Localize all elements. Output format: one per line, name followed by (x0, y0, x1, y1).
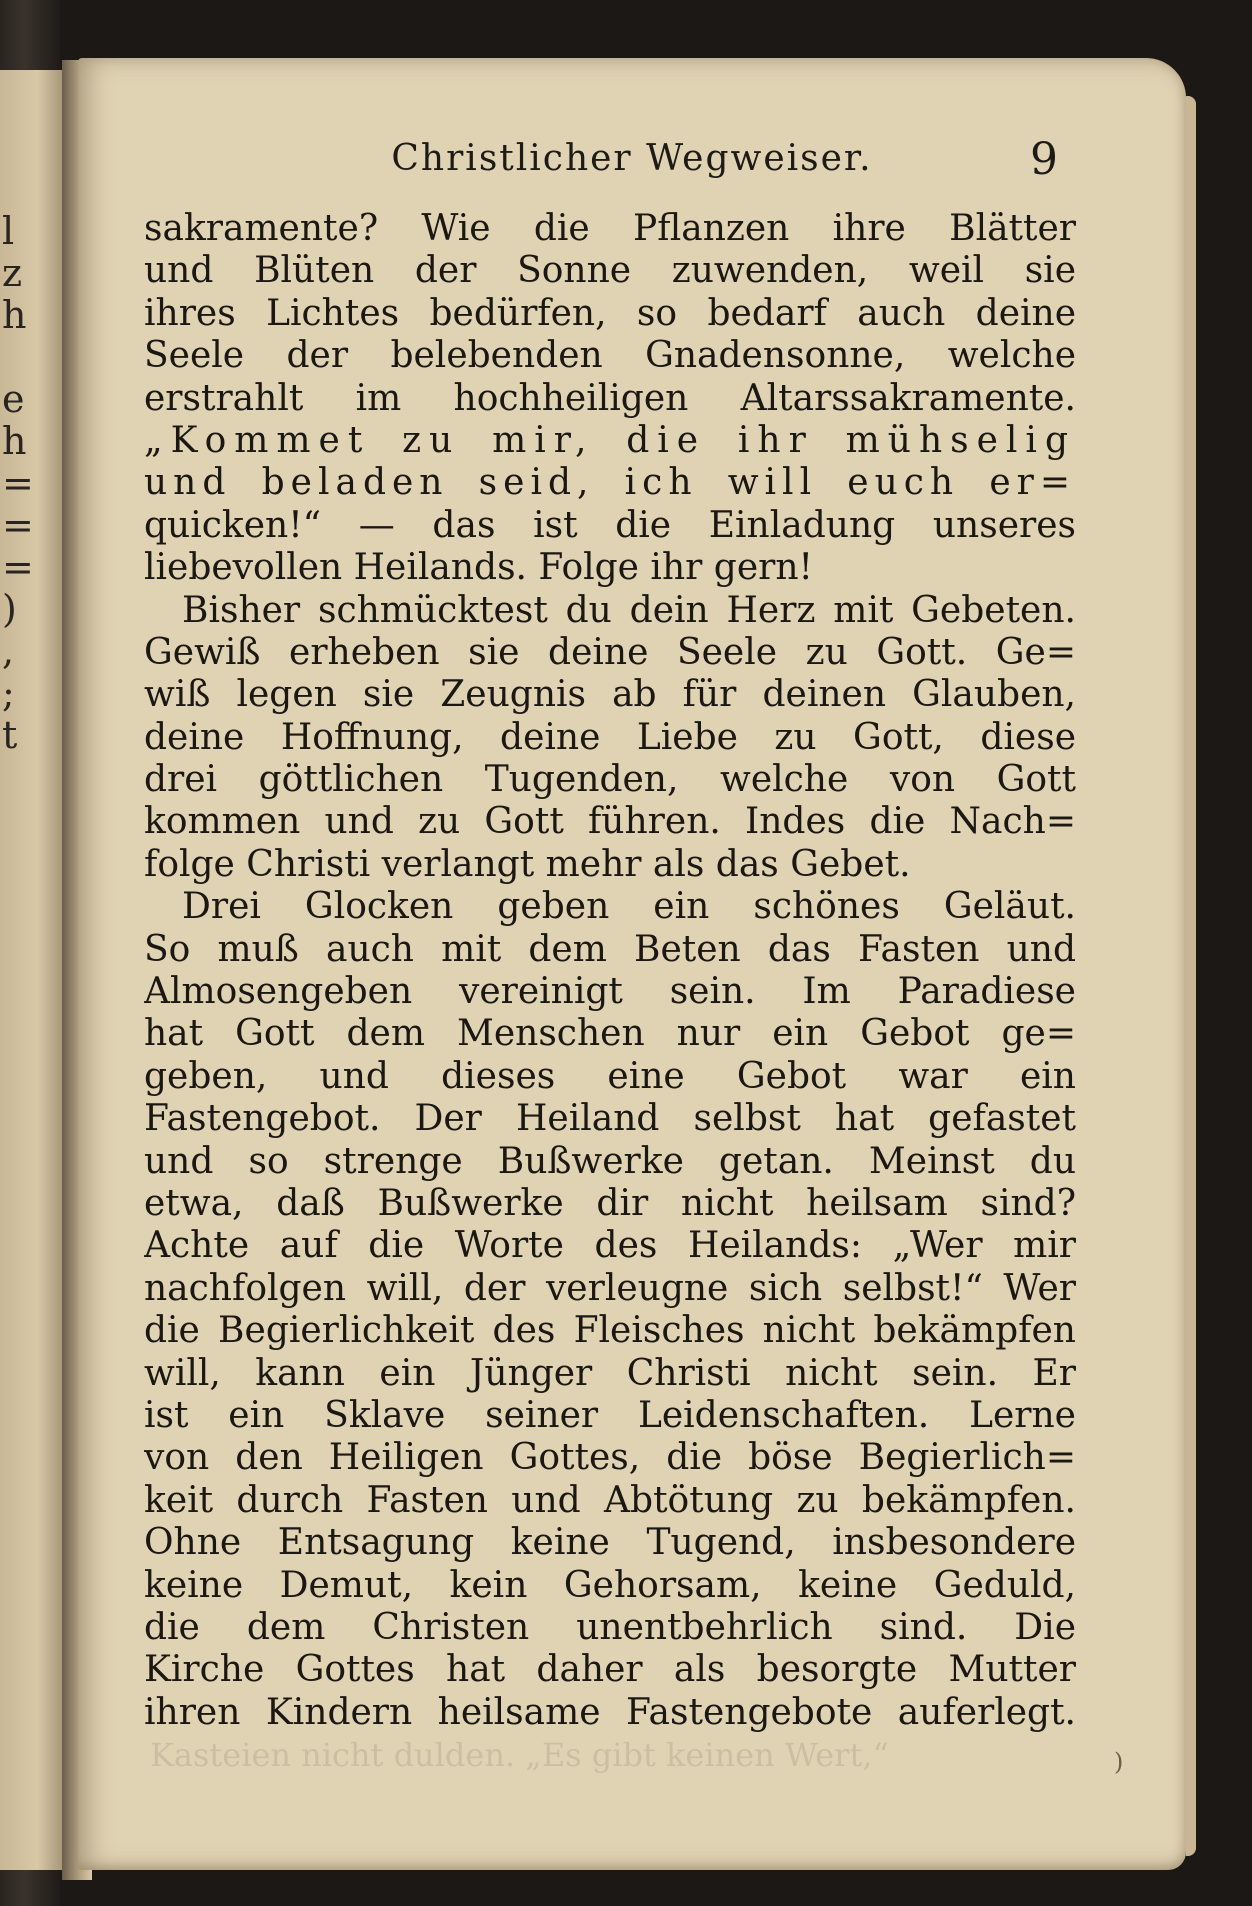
text-line: kommen und zu Gott führen. Indes die Nach= (144, 801, 1076, 843)
previous-page-fragments: l z h e h = = = ) , ; t (2, 209, 34, 757)
text-line: und Blüten der Sonne zuwenden, weil sie (144, 250, 1076, 292)
text-line: Seele der belebenden Gnadensonne, welche (144, 335, 1076, 377)
text-line: etwa, daß Bußwerke dir nicht heilsam sind? (144, 1182, 1076, 1224)
text-line: Ohne Entsagung keine Tugend, insbesondere (144, 1522, 1076, 1564)
body-text (144, 208, 1076, 1734)
page-edge (1186, 96, 1196, 1856)
text-line: Bisher schmücktest du dein Herz mit Gebeten. (182, 589, 1076, 631)
text-line: „Kommet zu mir, die ihr mühselig (144, 419, 1076, 461)
text-line: die dem Christen unentbehrlich sind. Die (144, 1606, 1076, 1648)
text-line: und so strenge Bußwerke getan. Meinst du (144, 1140, 1076, 1182)
text-line: folge Christi verlangt mehr als das Gebet. (144, 843, 911, 885)
text-line: sakramente? Wie die Pflanzen ihre Blätter (144, 208, 1076, 249)
text-line: keit durch Fasten und Abtötung zu bekämpfen. (144, 1479, 1076, 1521)
text-line: Kirche Gottes hat daher als besorgte Mutter (144, 1649, 1076, 1691)
text-line: wiß legen sie Zeugnis ab für deinen Glauben, (144, 674, 1076, 716)
text-line: Gewiß erheben sie deine Seele zu Gott. Ge= (144, 631, 1076, 673)
text-line: nachfolgen will, der verleugne sich selbst!“ Wer (144, 1267, 1076, 1309)
text-line: Drei Glocken geben ein schönes Geläut. (182, 886, 1076, 928)
text-line: deine Hoffnung, deine Liebe zu Gott, diese (144, 716, 1076, 758)
text-line: liebevollen Heilands. Folge ihr gern! (144, 547, 813, 589)
text-line: hat Gott dem Menschen nur ein Gebot ge= (144, 1013, 1076, 1055)
text-line: und beladen seid, ich will euch er= (144, 462, 1076, 504)
running-head (78, 134, 1186, 194)
text-line: ist ein Sklave seiner Leidenschaften. Lerne (144, 1394, 1076, 1436)
text-line: Fastengebot. Der Heiland selbst hat gefastet (144, 1098, 1076, 1140)
text-line: ihren Kindern heilsame Fastengebote auferlegt. (144, 1691, 1076, 1733)
previous-page-strip (0, 70, 62, 1870)
text-line: geben, und dieses eine Gebot war ein (144, 1055, 1076, 1097)
text-line: will, kann ein Jünger Christi nicht sein. Er (144, 1352, 1076, 1394)
text-line: von den Heiligen Gottes, die böse Begierlich= (144, 1437, 1076, 1479)
text-line: So muß auch mit dem Beten das Fasten und (144, 928, 1076, 970)
running-head-title: Christlicher Wegweiser. (391, 138, 873, 179)
text-line: die Begierlichkeit des Fleisches nicht bekämpfen (144, 1310, 1076, 1352)
text-line: keine Demut, kein Gehorsam, keine Geduld, (144, 1564, 1076, 1606)
text-line: drei göttlichen Tugenden, welche von Gott (144, 759, 1076, 801)
page-number: 9 (1030, 134, 1058, 185)
text-line: Achte auf die Worte des Heilands: „Wer mir (144, 1225, 1076, 1267)
text-line: quicken!“ — das ist die Einladung unseres (144, 504, 1076, 546)
margin-mark: ) (1114, 1748, 1124, 1776)
text-line: ihres Lichtes bedürfen, so bedarf auch deine (144, 292, 1076, 334)
text-line: Almosengeben vereinigt sein. Im Paradiese (144, 971, 1076, 1013)
show-through-text: Kasteien nicht dulden. „Es gibt keinen Wert,“ (150, 1736, 889, 1774)
text-line: erstrahlt im hochheiligen Altarssakramente. (144, 377, 1076, 419)
